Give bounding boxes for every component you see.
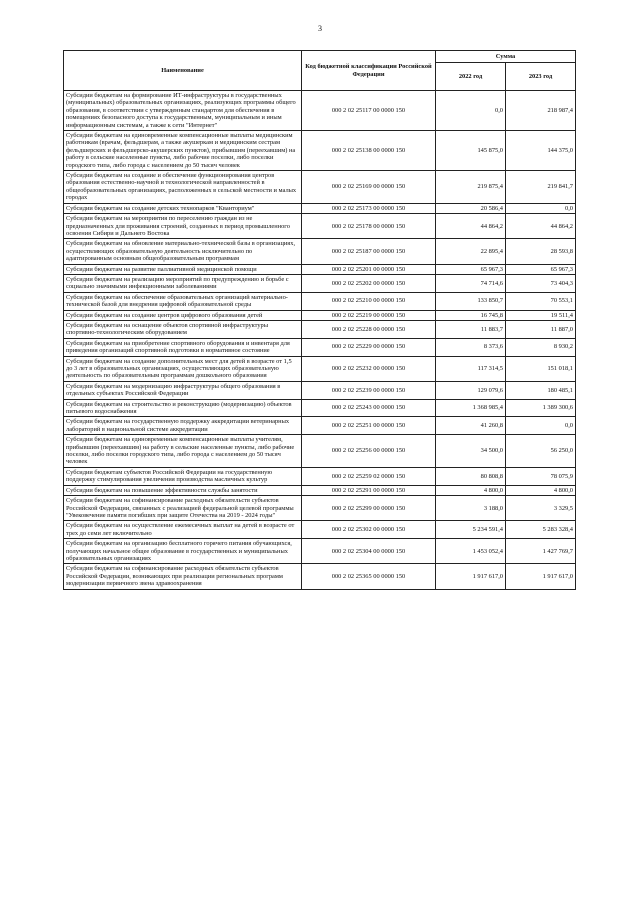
row-value-2023: 44 864,2	[506, 214, 576, 239]
row-name: Субсидии бюджетам на единовременные компенсационные выплаты медицинским работникам (врачам, фельдшерам, а также акушеркам и медицинским сестрам фельдшерских и фельдшерско-акушерских пунктов), прибывшим (переехавшим) на работу в сельские населенные пункты, либо рабочие поселки, либо поселки городского типа, либо города с населением до 50 тысяч человек	[64, 131, 302, 171]
row-value-2022: 1 453 052,4	[436, 539, 506, 564]
row-name: Субсидии бюджетам на строительство и реконструкцию (модернизацию) объектов питьевого водоснабжения	[64, 399, 302, 417]
row-value-2022: 11 883,7	[436, 320, 506, 338]
table-row	[64, 274, 576, 292]
row-value-2022: 22 895,4	[436, 239, 506, 264]
header-year-2022: 2022 год	[436, 63, 506, 91]
row-value-2022: 16 745,8	[436, 310, 506, 320]
row-value-2023: 1 389 300,6	[506, 399, 576, 417]
row-value-2022: 129 079,6	[436, 381, 506, 399]
table-row	[64, 417, 576, 435]
table-row	[64, 131, 576, 171]
row-value-2023: 11 887,0	[506, 320, 576, 338]
table-header	[64, 51, 576, 91]
row-value-2023: 151 018,1	[506, 356, 576, 381]
row-name: Субсидии бюджетам на создание дополнительных мест для детей в возрасте от 1,5 до 3 лет в образовательных организациях, осуществляющих образовательную деятельность по образовательным программам дошкольного образования	[64, 356, 302, 381]
row-name: Субсидии бюджетам на реализацию мероприятий по предупреждению и борьбе с социально значимыми инфекционными заболеваниями	[64, 274, 302, 292]
table-row	[64, 310, 576, 320]
row-code: 000 2 02 25117 00 0000 150	[302, 91, 436, 131]
row-value-2023: 0,0	[506, 203, 576, 213]
budget-table	[63, 50, 576, 590]
row-value-2023: 5 283 328,4	[506, 521, 576, 539]
row-value-2023: 73 404,3	[506, 274, 576, 292]
row-code: 000 2 02 25229 00 0000 150	[302, 338, 436, 356]
row-name: Субсидии бюджетам на формирование ИТ-инфраструктуры в государственных (муниципальных) образовательных организациях, реализующих программы общего образования, в соответствии с утвержденным стандартом для обеспечения в помещениях безопасного доступа к государственным, муниципальным и иным информационным системам, а также к сети "Интернет"	[64, 91, 302, 131]
header-sum: Сумма	[436, 51, 576, 63]
row-name: Субсидии бюджетам на организацию бесплатного горячего питания обучающихся, получающих начальное общее образование в государственных и муниципальных образовательных организациях	[64, 539, 302, 564]
table-row	[64, 91, 576, 131]
row-code: 000 2 02 25219 00 0000 150	[302, 310, 436, 320]
row-value-2022: 5 234 591,4	[436, 521, 506, 539]
table-row	[64, 356, 576, 381]
table-row	[64, 203, 576, 213]
table-row	[64, 214, 576, 239]
row-value-2023: 19 511,4	[506, 310, 576, 320]
table-row	[64, 264, 576, 274]
row-value-2023: 0,0	[506, 417, 576, 435]
row-code: 000 2 02 25239 00 0000 150	[302, 381, 436, 399]
row-code: 000 2 02 25173 00 0000 150	[302, 203, 436, 213]
row-name: Субсидии бюджетам на осуществление ежемесячных выплат на детей в возрасте от трех до семи лет включительно	[64, 521, 302, 539]
row-code: 000 2 02 25202 00 0000 150	[302, 274, 436, 292]
row-value-2023: 180 485,1	[506, 381, 576, 399]
row-code: 000 2 02 25256 00 0000 150	[302, 435, 436, 468]
row-value-2023: 144 375,0	[506, 131, 576, 171]
row-code: 000 2 02 25178 00 0000 150	[302, 214, 436, 239]
row-value-2023: 4 800,0	[506, 485, 576, 495]
row-value-2022: 34 500,0	[436, 435, 506, 468]
row-name: Субсидии бюджетам на приобретение спортивного оборудования и инвентаря для приведения организаций спортивной подготовки в нормативное состояние	[64, 338, 302, 356]
table-row	[64, 496, 576, 521]
row-value-2022: 0,0	[436, 91, 506, 131]
row-value-2023: 1 427 769,7	[506, 539, 576, 564]
row-value-2022: 74 714,6	[436, 274, 506, 292]
page-number: 3	[318, 24, 322, 33]
row-name: Субсидии бюджетам на софинансирование расходных обязательств субъектов Российской Федерации, возникающих при реализации региональных программ модернизации первичного звена здравоохранения	[64, 564, 302, 589]
row-code: 000 2 02 25302 00 0000 150	[302, 521, 436, 539]
row-value-2022: 4 800,0	[436, 485, 506, 495]
row-code: 000 2 02 25187 00 0000 150	[302, 239, 436, 264]
row-name: Субсидии бюджетам на развитие паллиативной медицинской помощи	[64, 264, 302, 274]
row-value-2022: 41 260,8	[436, 417, 506, 435]
row-name: Субсидии бюджетам на обновление материально-технической базы в организациях, осуществляющих образовательную деятельность исключительно по адаптированным основным общеобразовательным программам	[64, 239, 302, 264]
row-name: Субсидии бюджетам на повышение эффективности службы занятости	[64, 485, 302, 495]
table-row	[64, 381, 576, 399]
row-value-2022: 3 188,0	[436, 496, 506, 521]
row-name: Субсидии бюджетам на создание центров цифрового образования детей	[64, 310, 302, 320]
row-code: 000 2 02 25243 00 0000 150	[302, 399, 436, 417]
row-name: Субсидии бюджетам на оснащение объектов спортивной инфраструктуры спортивно-технологическим оборудованием	[64, 320, 302, 338]
table-row	[64, 539, 576, 564]
row-name: Субсидии бюджетам субъектов Российской Федерации на государственную поддержку стимулирования увеличения производства масличных культур	[64, 467, 302, 485]
header-code: Код бюджетной классификации Российской Федерации	[302, 51, 436, 91]
row-value-2022: 44 864,2	[436, 214, 506, 239]
row-name: Субсидии бюджетам на софинансирование расходных обязательств субъектов Российской Федерации, связанных с реализацией федеральной целевой программы "Увековечение памяти погибших при защите Отечества на 2019 - 2024 годы"	[64, 496, 302, 521]
row-name: Субсидии бюджетам на обеспечение образовательных организаций материально-технической базой для внедрения цифровой образовательной среды	[64, 292, 302, 310]
row-value-2022: 145 875,0	[436, 131, 506, 171]
row-name: Субсидии бюджетам на модернизацию инфраструктуры общего образования в отдельных субъектах Российской Федерации	[64, 381, 302, 399]
table-row	[64, 171, 576, 204]
row-value-2023: 1 917 617,0	[506, 564, 576, 589]
row-value-2023: 65 967,3	[506, 264, 576, 274]
row-value-2022: 80 808,8	[436, 467, 506, 485]
row-value-2023: 28 593,8	[506, 239, 576, 264]
row-value-2023: 219 841,7	[506, 171, 576, 204]
row-name: Субсидии бюджетам на государственную поддержку аккредитации ветеринарных лабораторий в национальной системе аккредитации	[64, 417, 302, 435]
row-code: 000 2 02 25169 00 0000 150	[302, 171, 436, 204]
row-code: 000 2 02 25299 00 0000 150	[302, 496, 436, 521]
row-value-2023: 8 930,2	[506, 338, 576, 356]
row-name: Субсидии бюджетам на создание детских технопарков "Кванториум"	[64, 203, 302, 213]
table-row	[64, 435, 576, 468]
row-value-2023: 70 553,1	[506, 292, 576, 310]
table-row	[64, 399, 576, 417]
row-value-2023: 218 987,4	[506, 91, 576, 131]
row-value-2022: 219 875,4	[436, 171, 506, 204]
row-code: 000 2 02 25291 00 0000 150	[302, 485, 436, 495]
row-value-2022: 133 850,7	[436, 292, 506, 310]
row-code: 000 2 02 25201 00 0000 150	[302, 264, 436, 274]
table-body	[64, 91, 576, 590]
row-code: 000 2 02 25304 00 0000 150	[302, 539, 436, 564]
row-code: 000 2 02 25232 00 0000 150	[302, 356, 436, 381]
table-row	[64, 239, 576, 264]
row-value-2022: 117 314,5	[436, 356, 506, 381]
table-row	[64, 521, 576, 539]
row-value-2022: 1 368 985,4	[436, 399, 506, 417]
row-value-2023: 3 329,5	[506, 496, 576, 521]
row-value-2022: 8 373,6	[436, 338, 506, 356]
row-name: Субсидии бюджетам на мероприятия по переселению граждан из не предназначенных для проживания строений, созданных в период промышленного освоения Сибири и Дальнего Востока	[64, 214, 302, 239]
row-code: 000 2 02 25365 00 0000 150	[302, 564, 436, 589]
row-name: Субсидии бюджетам на создание и обеспечение функционирования центров образования естественно-научной и технологической направленностей в общеобразовательных организациях, расположенных в сельской местности и малых городах	[64, 171, 302, 204]
table-row	[64, 564, 576, 589]
row-code: 000 2 02 25210 00 0000 150	[302, 292, 436, 310]
table-row	[64, 338, 576, 356]
row-name: Субсидии бюджетам на единовременные компенсационные выплаты учителям, прибывшим (переехавшим) на работу в сельские населенные пункты, либо рабочие поселки, либо поселки городского типа, либо города с населением до 50 тысяч человек	[64, 435, 302, 468]
row-value-2022: 20 586,4	[436, 203, 506, 213]
header-year-2023: 2023 год	[506, 63, 576, 91]
table-row	[64, 467, 576, 485]
row-value-2022: 65 967,3	[436, 264, 506, 274]
table-row	[64, 320, 576, 338]
row-code: 000 2 02 25138 00 0000 150	[302, 131, 436, 171]
header-name: Наименование	[64, 51, 302, 91]
row-code: 000 2 02 25259 02 0000 150	[302, 467, 436, 485]
row-value-2022: 1 917 617,0	[436, 564, 506, 589]
table-row	[64, 485, 576, 495]
row-value-2023: 56 250,0	[506, 435, 576, 468]
row-value-2023: 78 075,9	[506, 467, 576, 485]
row-code: 000 2 02 25251 00 0000 150	[302, 417, 436, 435]
row-code: 000 2 02 25228 00 0000 150	[302, 320, 436, 338]
table-row	[64, 292, 576, 310]
